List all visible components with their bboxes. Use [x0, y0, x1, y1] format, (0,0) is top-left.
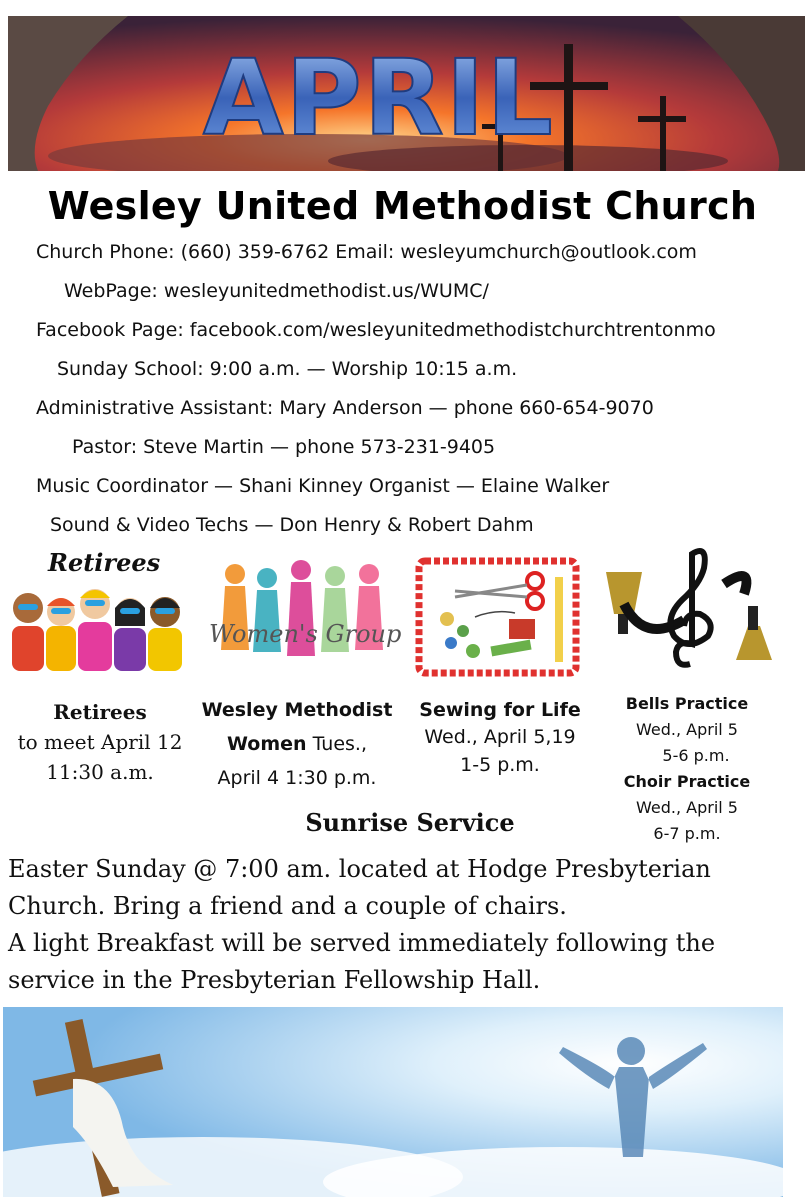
choir-title: Choir Practice [623, 772, 751, 791]
retirees-clipart [8, 546, 186, 676]
music-line: Music Coordinator — Shani Kinney Organist — Elaine Walker [36, 475, 610, 497]
women-title-word: Women [226, 733, 307, 755]
womens-group-clipart-label: Women's Group [209, 620, 402, 648]
sunrise-line: A light Breakfast will be served immediately following the [8, 929, 716, 957]
webpage-line: WebPage: wesleyunitedmethodist.us/WUMC/ [64, 280, 489, 302]
schedule-line: Sunday School: 9:00 a.m. — Worship 10:15 a.m. [57, 358, 518, 380]
retirees-event [8, 697, 192, 787]
sunset-crosses-image [8, 16, 805, 171]
pastor-line: Pastor: Steve Martin — phone 573-231-9405 [72, 436, 496, 458]
sewing-clipart [415, 557, 580, 677]
sewing-time: 1-5 p.m. [460, 754, 540, 776]
womens-group-clipart [205, 560, 405, 678]
retirees-date: to meet April 12 [17, 730, 183, 754]
women-title: Wesley Methodist [201, 699, 393, 721]
treble-clef-icon [670, 551, 710, 665]
sewing-dates: Wed., April 5,19 [424, 726, 576, 748]
bells-time: 5-6 p.m. [662, 746, 730, 765]
bells-title: Bells Practice [625, 694, 749, 713]
bells-date: Wed., April 5 [636, 720, 738, 739]
retirees-clipart-label: Retirees [48, 548, 161, 577]
women-line [196, 727, 398, 761]
admin-line: Administrative Assistant: Mary Anderson — phone 660-654-9070 [36, 397, 654, 419]
sewing-title: Sewing for Life [419, 699, 581, 721]
sewing-event [410, 697, 590, 779]
bells-clipart [604, 544, 774, 674]
contact-line: Church Phone: (660) 359-6762 Email: wesleyumchurch@outlook.com [36, 241, 697, 263]
sunrise-line: Easter Sunday @ 7:00 am. located at Hodge Presbyterian [8, 855, 711, 883]
choir-time: 6-7 p.m. [653, 824, 721, 843]
church-name: Wesley United Methodist Church [47, 184, 758, 228]
sunrise-line: Church. Bring a friend and a couple of chairs. [8, 892, 567, 920]
resurrection-image [3, 1007, 783, 1197]
facebook-line: Facebook Page: facebook.com/wesleyunitedmethodistchurchtrentonmo [36, 319, 716, 341]
sound-line: Sound & Video Techs — Don Henry & Robert Dahm [50, 514, 534, 536]
april-banner [8, 16, 805, 171]
sunrise-line: service in the Presbyterian Fellowship Hall. [8, 966, 541, 994]
sunrise-title: Sunrise Service [305, 808, 515, 837]
women-date-time: April 4 1:30 p.m. [217, 767, 377, 789]
banner-word: APRIL [203, 37, 555, 159]
women-day: Tues., [306, 733, 368, 755]
women-event [196, 693, 398, 795]
choir-date: Wed., April 5 [636, 798, 738, 817]
retirees-time: 11:30 a.m. [46, 760, 154, 784]
retirees-title: Retirees [53, 700, 147, 724]
